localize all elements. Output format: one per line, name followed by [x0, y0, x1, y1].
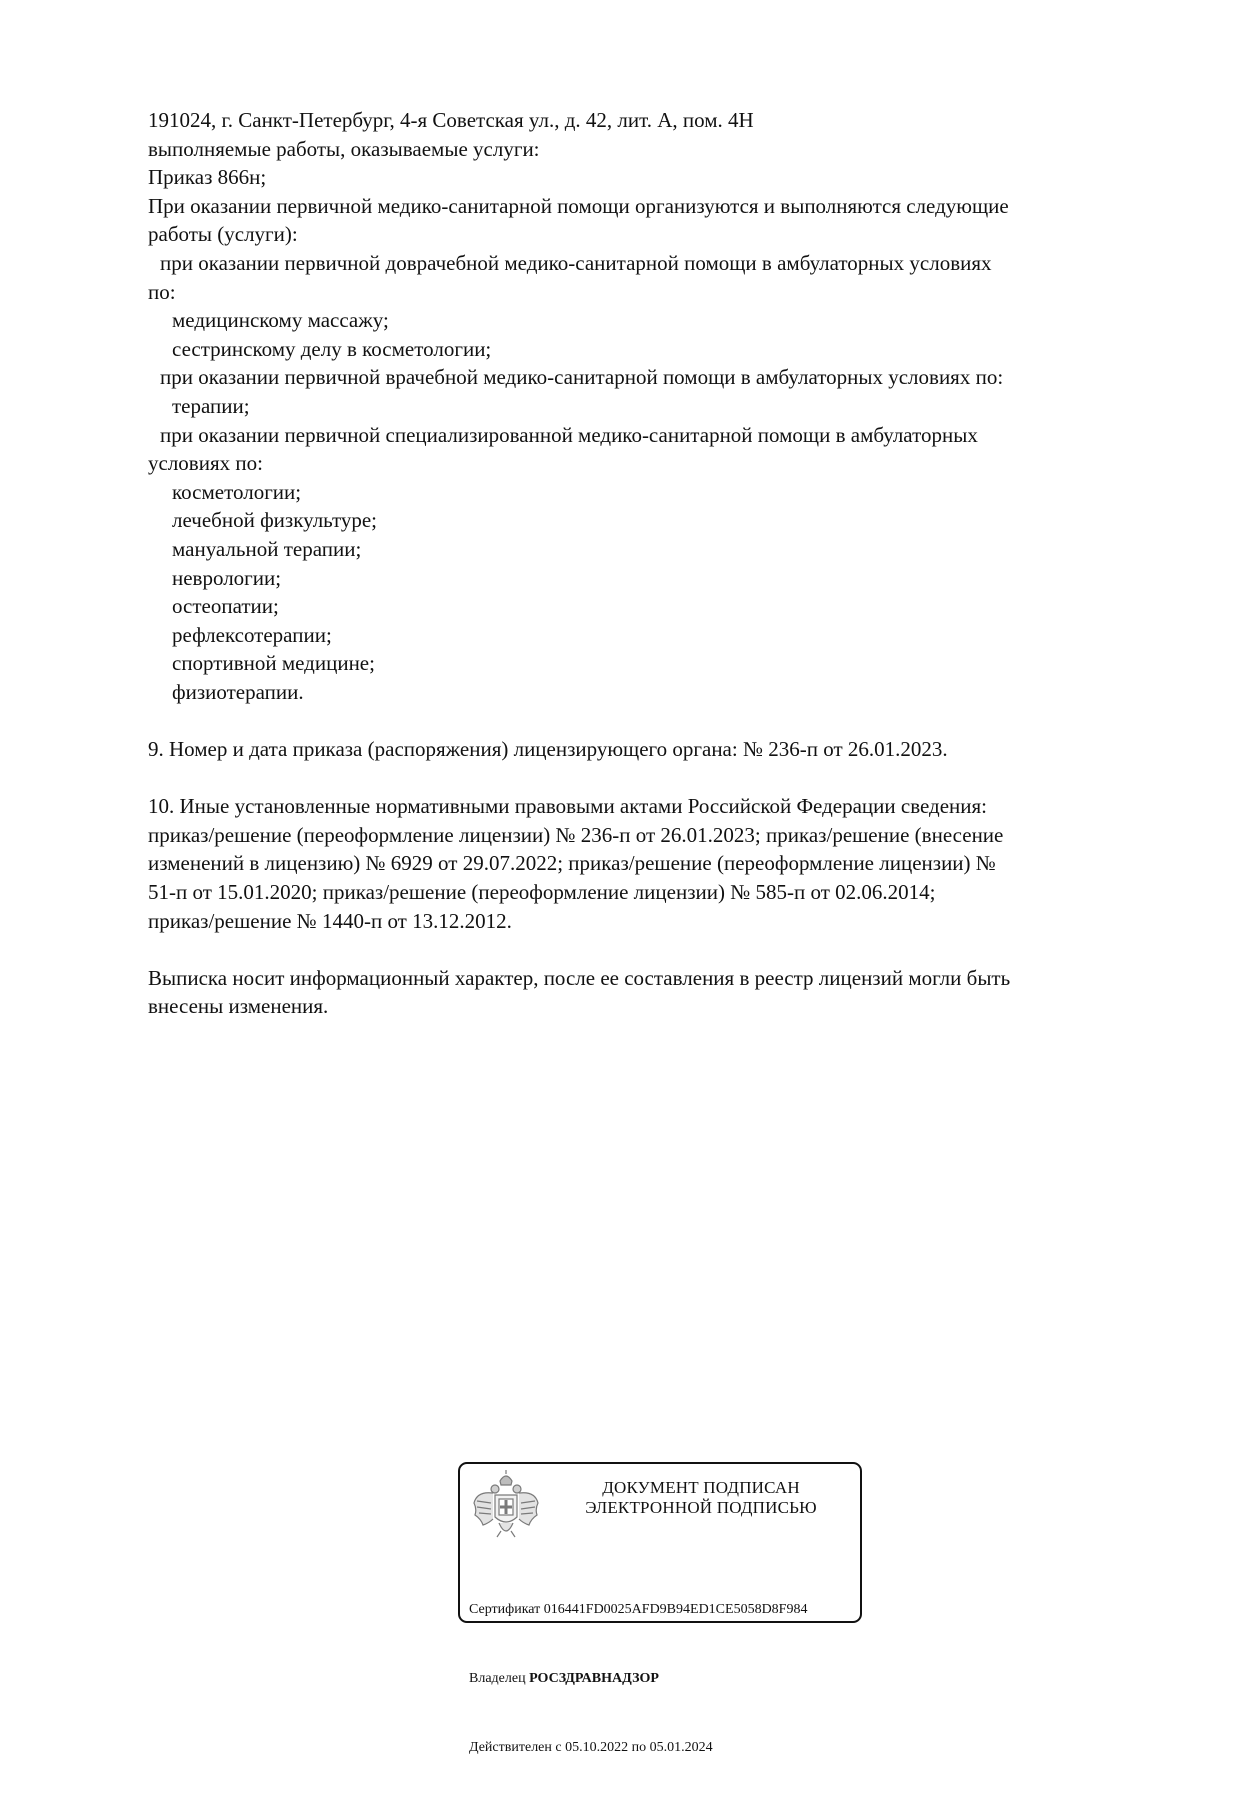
certificate-row	[469, 1598, 807, 1621]
section-10-line: изменений в лицензию) № 6929 от 29.07.2022; приказ/решение (переоформление лицензии) №	[148, 851, 996, 876]
service-item: рефлексотерапии;	[172, 622, 332, 647]
section-10-line: приказ/решение № 1440-п от 13.12.2012.	[148, 908, 512, 933]
signature-title	[556, 1478, 846, 1518]
spacer	[148, 706, 1208, 735]
certificate-label: Сертификат	[469, 1602, 541, 1617]
service-item: спортивной медицине;	[172, 651, 375, 676]
service-item: косметологии;	[172, 479, 302, 504]
electronic-signature-stamp	[458, 1462, 862, 1755]
service-item: терапии;	[172, 393, 250, 418]
address-line: 191024, г. Санкт-Петербург, 4-я Советская ул., д. 42, лит. А, пом. 4Н	[148, 108, 754, 132]
document-body	[148, 106, 1208, 1021]
section-10-line: 51-п от 15.01.2020; приказ/решение (переоформление лицензии) № 585-п от 02.06.2014;	[148, 880, 936, 905]
signature-title-line2: ЭЛЕКТРОННОЙ ПОДПИСЬЮ	[585, 1498, 817, 1517]
service-item: медицинскому массажу;	[172, 308, 389, 333]
category-prehospital-cont: по:	[148, 279, 176, 304]
section-10-heading: 10. Иные установленные нормативными правовыми актами Российской Федерации сведения:	[148, 794, 988, 819]
category-specialized-cont: условиях по:	[148, 451, 263, 476]
services-heading: выполняемые работы, оказываемые услуги:	[148, 136, 540, 161]
signature-title-line1: ДОКУМЕНТ ПОДПИСАН	[602, 1478, 800, 1497]
service-item: мануальной терапии;	[172, 536, 362, 561]
spacer	[148, 935, 1208, 964]
order-reference: Приказ 866н;	[148, 165, 267, 190]
section-9: 9. Номер и дата приказа (распоряжения) лицензирующего органа: № 236-п от 26.01.2023.	[148, 737, 948, 762]
owner-label: Владелец	[469, 1671, 526, 1686]
services-intro-line: работы (услуги):	[148, 222, 298, 247]
section-10-line: приказ/решение (переоформление лицензии) № 236-п от 26.01.2023; приказ/решение (внесение	[148, 822, 1004, 847]
owner-row	[469, 1667, 807, 1690]
validity-row: Действителен с 05.10.2022 по 05.01.2024	[469, 1740, 713, 1755]
disclaimer-line: внесены изменения.	[148, 994, 329, 1019]
category-prehospital: при оказании первичной доврачебной медико-санитарной помощи в амбулаторных условиях	[160, 250, 992, 275]
service-item: лечебной физкультуре;	[172, 508, 378, 533]
service-item: остеопатии;	[172, 594, 279, 619]
owner-value: РОСЗДРАВНАДЗОР	[529, 1671, 659, 1686]
category-physician: при оказании первичной врачебной медико-санитарной помощи в амбулаторных условиях по:	[160, 365, 1004, 390]
service-item: неврологии;	[172, 565, 282, 590]
category-specialized: при оказании первичной специализированной медико-санитарной помощи в амбулаторных	[160, 422, 978, 447]
disclaimer-line: Выписка носит информационный характер, после ее составления в реестр лицензий могли быть	[148, 965, 1011, 990]
signature-details	[469, 1552, 807, 1805]
services-intro-line: При оказании первичной медико-санитарной помощи организуются и выполняются следующие	[148, 193, 1009, 218]
certificate-value: 016441FD0025AFD9B94ED1CE5058D8F984	[543, 1602, 808, 1617]
russian-coat-of-arms-icon	[471, 1469, 541, 1545]
service-item: сестринскому делу в косметологии;	[172, 336, 492, 361]
spacer	[148, 764, 1208, 793]
service-item: физиотерапии.	[172, 679, 304, 704]
